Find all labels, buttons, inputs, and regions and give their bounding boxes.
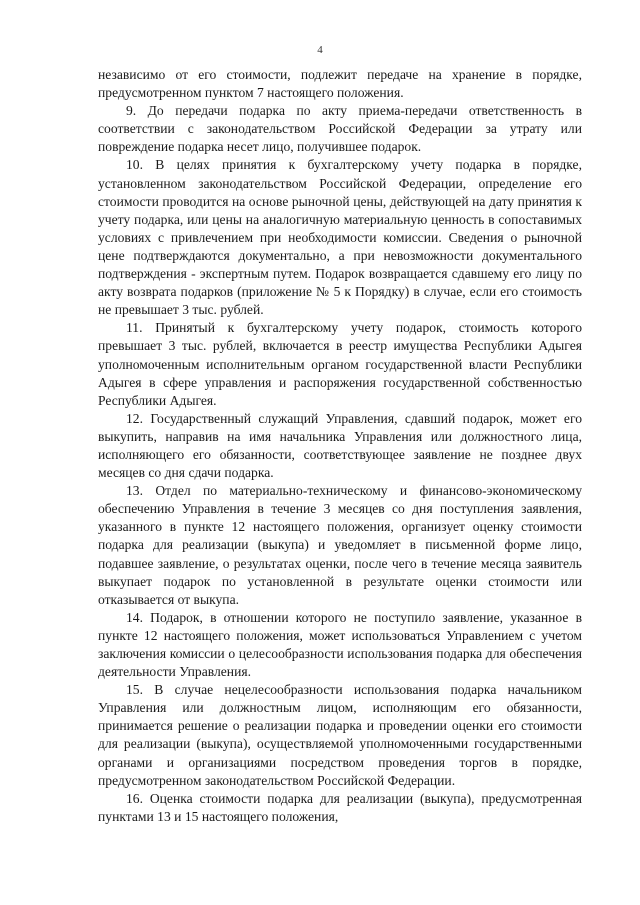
- paragraph-15: 15. В случае нецелесообразности использования подарка начальником Управления или должностным лицом, исполняющим его обязанности, принимается решение о реализации подарка и проведении оценки его стоимости для реализации (выкупа), осуществляемой уполномоченными государственными органами и организациями посредством проведения торгов в порядке, предусмотренном законодательством Российской Федерации.: [98, 682, 582, 788]
- paragraph-14: 14. Подарок, в отношении которого не поступило заявление, указанное в пункте 12 настоящего положения, может использоваться Управлением с учетом заключения комиссии о целесообразности использования подарка для обеспечения деятельности Управления.: [98, 609, 582, 680]
- paragraph-12: 12. Государственный служащий Управления, сдавший подарок, может его выкупить, направив на имя начальника Управления или должностного лица, исполняющего его обязанности, соответствующее заявление не позднее двух месяцев со дня сдачи подарка.: [98, 410, 582, 481]
- document-body: [98, 66, 582, 826]
- paragraph-11: 11. Принятый к бухгалтерскому учету подарок, стоимость которого превышает 3 тыс. рублей, включается в реестр имущества Республики Адыгея уполномоченным исполнительным органом государственной власти Республики Адыгея в сфере управления и распоряжения государственной собственностью Республики Адыгея.: [98, 320, 582, 408]
- paragraph-10: 10. В целях принятия к бухгалтерскому учету подарка в порядке, установленном законодательством Российской Федерации, определение его стоимости проводится на основе рыночной цены, действующей на дату принятия к учету подарка, или цены на аналогичную материальную ценность в сопоставимых условиях с привлечением при необходимости комиссии. Сведения о рыночной цене подтверждаются документально, а при невозможности документального подтверждения - экспертным путем. Подарок возвращается сдавшему его лицу по акту возврата подарков (приложение № 5 к Порядку) в случае, если его стоимость не превышает 3 тыс. рублей.: [98, 157, 582, 318]
- paragraph-9: 9. До передачи подарка по акту приема-передачи ответственность в соответствии с законодательством Российской Федерации за утрату или повреждение подарка несет лицо, получившее подарок.: [98, 103, 582, 155]
- paragraph-continuation: независимо от его стоимости, подлежит передаче на хранение в порядке, предусмотренном пунктом 7 настоящего положения.: [98, 67, 582, 101]
- page-number: 4: [317, 44, 323, 56]
- paragraph-16: 16. Оценка стоимости подарка для реализации (выкупа), предусмотренная пунктами 13 и 15 настоящего положения,: [98, 790, 582, 824]
- paragraph-13: 13. Отдел по материально-техническому и финансово-экономическому обеспечению Управления в течение 3 месяцев со дня поступления заявления, указанного в пункте 12 настоящего положения, организует оценку стоимости подарка для реализации (выкупа) и уведомляет в письменной форме лицо, подавшее заявление, о результатах оценки, после чего в течение месяца заявитель выкупает подарок по установленной в результате оценки стоимости или отказывается от выкупа.: [98, 483, 582, 607]
